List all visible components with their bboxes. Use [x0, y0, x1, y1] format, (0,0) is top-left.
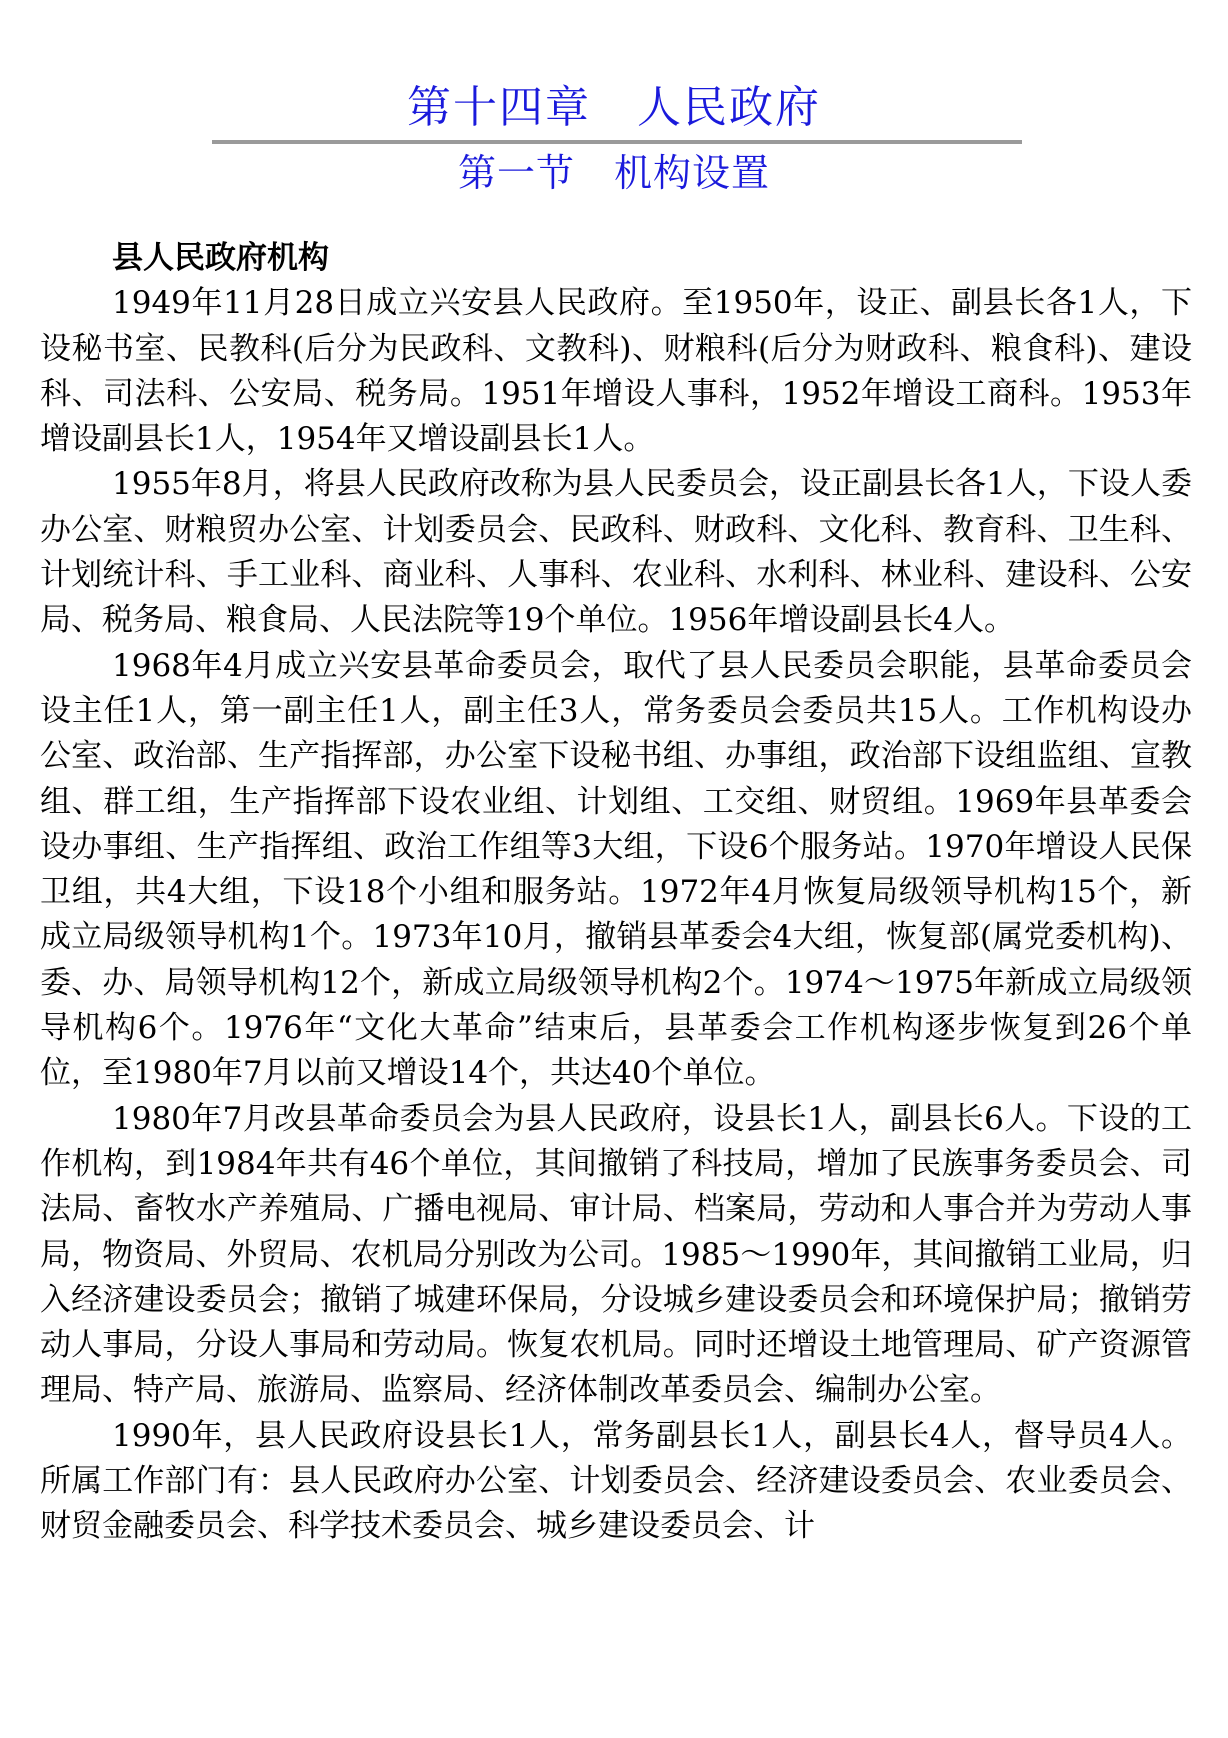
section-title: 第一节 机构设置 — [457, 151, 770, 195]
paragraph-5: 1990年，县人民政府设县长1人，常务副县长1人，副县长4人，督导员4人。所属工作部门有：县人民政府办公室、计划委员会、经济建设委员会、农业委员会、财贸金融委员会、科学技术委员会、城乡建设委员会、计 — [40, 1417, 1192, 1545]
chapter-title: 第十四章 人民政府 — [407, 82, 821, 133]
paragraph-1: 1949年11月28日成立兴安县人民政府。至1950年，设正、副县长各1人，下设秘书室、民教科(后分为民政科、文教科)、财粮科(后分为财政科、粮食科)、建设科、司法科、公安局、税务局。1951年增设人事科，1952年增设工商科。1953年增设副县长1人，1954年又增设副县长1人。 — [40, 285, 1192, 458]
body-text — [40, 236, 1192, 1550]
subheading: 县人民政府机构 — [112, 240, 329, 276]
paragraph-4: 1980年7月改县革命委员会为县人民政府，设县长1人，副县长6人。下设的工作机构，到1984年共有46个单位，其间撤销了科技局，增加了民族事务委员会、司法局、畜牧水产养殖局、广播电视局、审计局、档案局，劳动和人事合并为劳动人事局，物资局、外贸局、农机局分别改为公司。1985～1990年，其间撤销工业局，归入经济建设委员会；撤销了城建环保局，分设城乡建设委员会和环境保护局；撤销劳动人事局，分设人事局和劳动局。恢复农机局。同时还增设土地管理局、矿产资源管理局、特产局、旅游局、监察局、经济体制改革委员会、编制办公室。 — [40, 1100, 1192, 1409]
paragraph-2: 1955年8月，将县人民政府改称为县人民委员会，设正副县长各1人，下设人委办公室、财粮贸办公室、计划委员会、民政科、财政科、文化科、教育科、卫生科、计划统计科、手工业科、商业科、人事科、农业科、水利科、林业科、建设科、公安局、税务局、粮食局、人民法院等19个单位。1956年增设副县长4人。 — [40, 466, 1192, 639]
paragraph-3: 1968年4月成立兴安县革命委员会，取代了县人民委员会职能，县革命委员会设主任1人，第一副主任1人，副主任3人，常务委员会委员共15人。工作机构设办公室、政治部、生产指挥部，办公室下设秘书组、办事组，政治部下设组监组、宣教组、群工组，生产指挥部下设农业组、计划组、工交组、财贸组。1969年县革委会设办事组、生产指挥组、政治工作组等3大组，下设6个服务站。1970年增设人民保卫组，共4大组，下设18个小组和服务站。1972年4月恢复局级领导机构15个，新成立局级领导机构1个。1973年10月，撤销县革委会4大组，恢复部(属党委机构)、委、办、局领导机构12个，新成立局级领导机构2个。1974～1975年新成立局级领导机构6个。1976年“文化大革命”结束后，县革委会工作机构逐步恢复到26个单位，至1980年7月以前又增设14个，共达40个单位。 — [40, 647, 1192, 1092]
title-divider — [212, 140, 1022, 144]
